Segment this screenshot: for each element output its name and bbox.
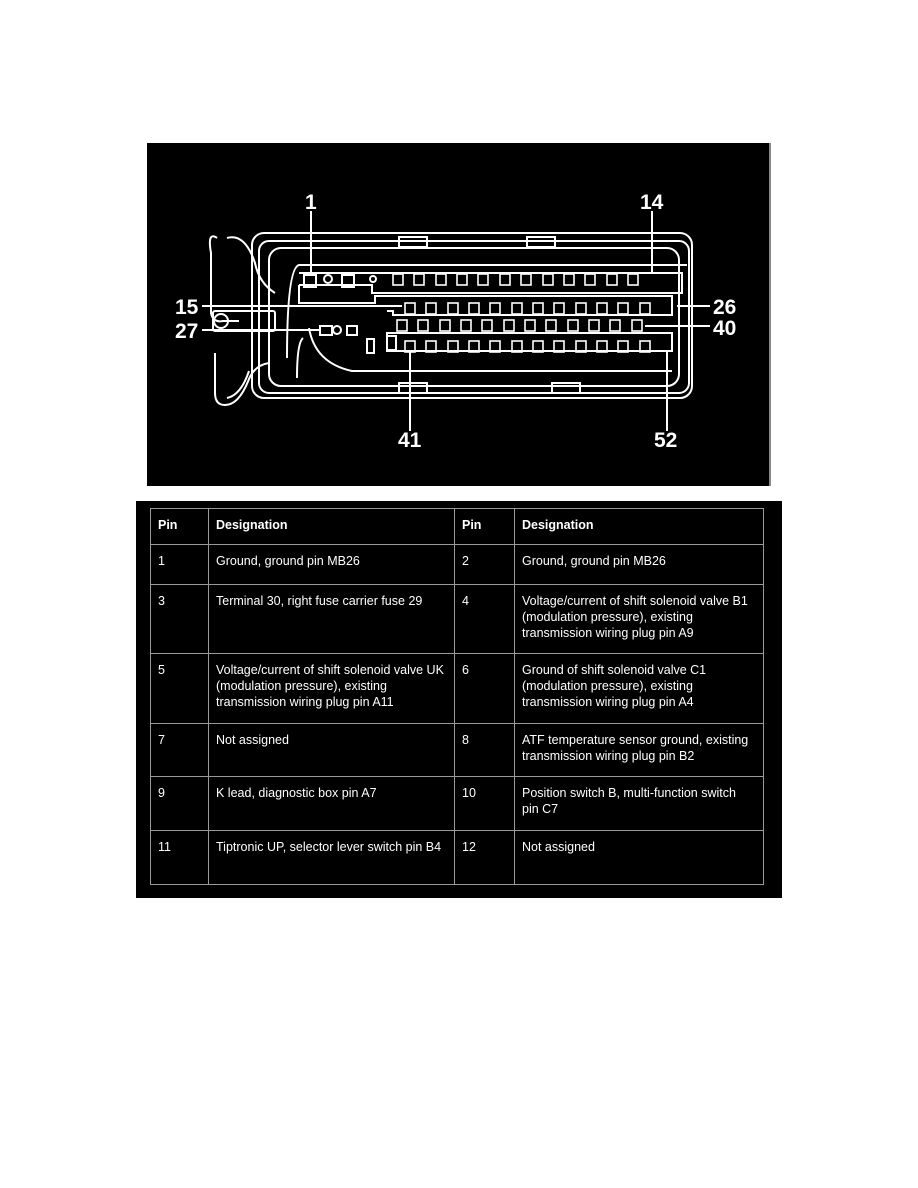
pin-assignment-table [150, 508, 764, 885]
label-pin-14: 14 [640, 191, 664, 214]
label-pin-15: 15 [175, 296, 199, 319]
pin-row-2 [405, 303, 650, 314]
pin-designation: Ground of shift solenoid valve C1 (modulation pressure), existing transmission wiring plug pin A4 [515, 654, 764, 724]
pin-designation: Terminal 30, right fuse carrier fuse 29 [209, 585, 455, 654]
table-row [151, 724, 764, 777]
pin-designation: Position switch B, multi-function switch pin C7 [515, 777, 764, 831]
table-row [151, 585, 764, 654]
header-pin: Pin [151, 509, 209, 545]
label-pin-26: 26 [713, 296, 737, 319]
pin-designation: K lead, diagnostic box pin A7 [209, 777, 455, 831]
pin-number: 6 [455, 654, 515, 724]
pin-number: 8 [455, 724, 515, 777]
table-row [151, 545, 764, 585]
header-pin: Pin [455, 509, 515, 545]
pin-number: 12 [455, 831, 515, 885]
pin-row-3 [397, 320, 642, 331]
pin-table-panel [136, 501, 782, 898]
pin-designation: Tiptronic UP, selector lever switch pin B4 [209, 831, 455, 885]
pin-number: 2 [455, 545, 515, 585]
pin-designation: ATF temperature sensor ground, existing transmission wiring plug pin B2 [515, 724, 764, 777]
pin-number: 11 [151, 831, 209, 885]
label-pin-1: 1 [305, 191, 317, 214]
pin-designation: Ground, ground pin MB26 [515, 545, 764, 585]
pin-designation: Voltage/current of shift solenoid valve B1 (modulation pressure), existing transmission wiring plug pin A9 [515, 585, 764, 654]
pin-designation: Not assigned [515, 831, 764, 885]
label-pin-40: 40 [713, 317, 737, 340]
left-clip-outline [210, 236, 239, 321]
pin-number: 5 [151, 654, 209, 724]
pin-number: 3 [151, 585, 209, 654]
pin-number: 9 [151, 777, 209, 831]
pin-number: 10 [455, 777, 515, 831]
label-pin-41: 41 [398, 429, 422, 452]
table-header-row [151, 509, 764, 545]
table-row [151, 831, 764, 885]
pin-number: 4 [455, 585, 515, 654]
connector-drawing [147, 143, 771, 486]
label-pin-27: 27 [175, 320, 199, 343]
pin-designation: Voltage/current of shift solenoid valve UK (modulation pressure), existing transmission wiring plug pin A11 [209, 654, 455, 724]
pin-number: 1 [151, 545, 209, 585]
header-designation: Designation [515, 509, 764, 545]
header-designation: Designation [209, 509, 455, 545]
table-row [151, 654, 764, 724]
pin-number: 7 [151, 724, 209, 777]
table-row [151, 777, 764, 831]
pin-designation: Ground, ground pin MB26 [209, 545, 455, 585]
pin-row-1 [393, 274, 638, 285]
label-pin-52: 52 [654, 429, 678, 452]
pin-designation: Not assigned [209, 724, 455, 777]
connector-diagram [147, 143, 771, 486]
